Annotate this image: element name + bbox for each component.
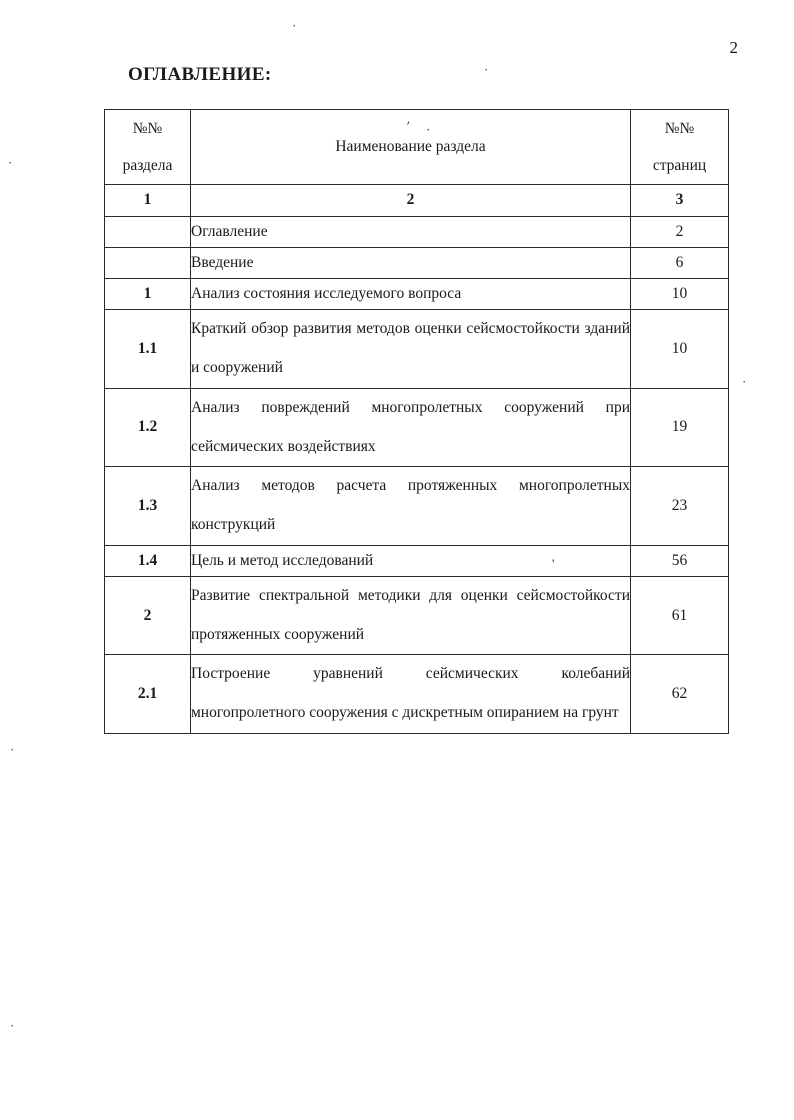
- row-section-number: [105, 216, 191, 247]
- row-section-name: Анализ состояния исследуемого вопроса: [191, 279, 631, 310]
- row-section-name: Построение уравнений сейсмических колебаний многопролетного сооружения с дискретным опиранием на грунт: [191, 655, 631, 734]
- header-section-number: [105, 110, 191, 185]
- scan-speck: ·: [10, 742, 15, 757]
- scan-speck: ·: [742, 374, 747, 389]
- header-page-number: [631, 110, 729, 185]
- row-section-number: 1.3: [105, 467, 191, 546]
- column-index-2: 2: [191, 185, 631, 216]
- row-section-number: 1: [105, 279, 191, 310]
- scan-tick-mark: ': [403, 118, 411, 134]
- row-page-number: 10: [631, 279, 729, 310]
- row-section-name: Краткий обзор развития методов оценки сейсмостойкости зданий и сооружений: [191, 310, 631, 389]
- column-index-1: 1: [105, 185, 191, 216]
- header-section-number-line2: раздела: [122, 157, 173, 175]
- page-title: ОГЛАВЛЕНИЕ:: [128, 64, 272, 85]
- row-page-number: 23: [631, 467, 729, 546]
- row-section-name: Оглавление: [191, 216, 631, 247]
- row-page-number: 19: [631, 388, 729, 467]
- table-header-row: [105, 110, 729, 185]
- row-section-number: 1.4: [105, 545, 191, 576]
- row-page-number: 56: [631, 545, 729, 576]
- table-of-contents: [104, 109, 729, 734]
- table-row: [105, 310, 729, 389]
- table-row: [105, 467, 729, 546]
- row-section-number: 2: [105, 576, 191, 655]
- row-section-number: [105, 247, 191, 278]
- scan-speck: ·: [484, 62, 489, 77]
- scan-speck: ·: [426, 122, 431, 137]
- header-section-name: Наименование раздела: [191, 110, 631, 185]
- row-section-name: Анализ повреждений многопролетных сооружений при сейсмических воздействиях: [191, 388, 631, 467]
- scan-speck: ·: [292, 18, 297, 33]
- row-section-number: 1.2: [105, 388, 191, 467]
- scan-tick-mark: ': [552, 556, 555, 571]
- row-page-number: 10: [631, 310, 729, 389]
- row-section-name: Введение: [191, 247, 631, 278]
- table-row: [105, 279, 729, 310]
- table-column-index-row: [105, 185, 729, 216]
- column-index-3: 3: [631, 185, 729, 216]
- table-row: [105, 545, 729, 576]
- table-row: [105, 388, 729, 467]
- row-section-number: 1.1: [105, 310, 191, 389]
- scan-speck: ·: [10, 1018, 15, 1033]
- row-section-number: 2.1: [105, 655, 191, 734]
- row-page-number: 61: [631, 576, 729, 655]
- row-page-number: 2: [631, 216, 729, 247]
- scan-speck: ·: [8, 155, 13, 170]
- row-section-name: Развитие спектральной методики для оценки сейсмостойкости протяженных сооружений: [191, 576, 631, 655]
- row-section-name: Анализ методов расчета протяженных многопролетных конструкций: [191, 467, 631, 546]
- header-page-number-line1: №№: [664, 120, 695, 137]
- header-page-number-line2: страниц: [652, 157, 707, 175]
- table-row: [105, 655, 729, 734]
- row-page-number: 62: [631, 655, 729, 734]
- table-row: [105, 216, 729, 247]
- header-section-number-line1: №№: [132, 120, 163, 137]
- table-row: [105, 576, 729, 655]
- table-row: [105, 247, 729, 278]
- row-section-name: Цель и метод исследований: [191, 545, 631, 576]
- row-page-number: 6: [631, 247, 729, 278]
- page-number: 2: [729, 38, 738, 57]
